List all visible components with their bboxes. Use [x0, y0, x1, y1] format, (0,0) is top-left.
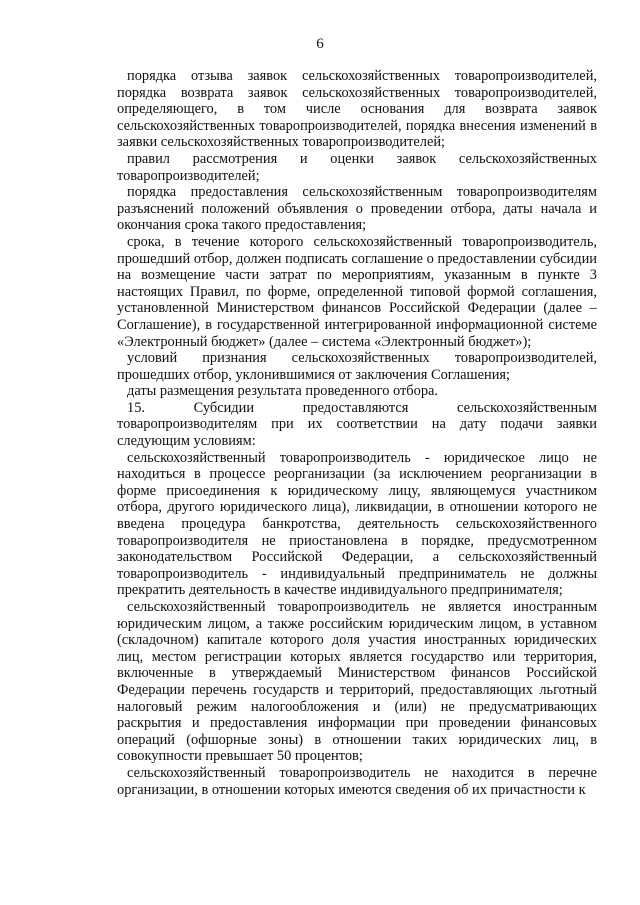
paragraph: условий признания сельскохозяйственных товаропроизводителей, прошедших отбор, уклонившимися от заключения Соглашения; — [117, 350, 597, 383]
document-body — [117, 68, 597, 798]
paragraph: сельскохозяйственный товаропроизводитель - юридическое лицо не находиться в процессе реорганизации (за исключением реорганизации в форме присоединения к юридическому лицу, являющемуся участником отбора, другого юридического лица), ликвидации, в отношении которого не введена процедура банкротства, деятельность сельскохозяйственного товаропроизводителя не приостановлена в порядке, предусмотренном законодательством Российской Федерации, а сельскохозяйственный товаропроизводитель - индивидуальный предприниматель не должны прекратить деятельность в качестве индивидуального предпринимателя; — [117, 449, 597, 599]
paragraph: срока, в течение которого сельскохозяйственный товаропроизводитель, прошедший отбор, должен подписать соглашение о предоставлении субсидии на возмещение части затрат по мероприятиям, указанным в пункте 3 настоящих Правил, по форме, определенной типовой формой соглашения, установленной Министерством финансов Российской Федерации (далее – Соглашение), в государственной интегрированной информационной системе «Электронный бюджет» (далее – система «Электронный бюджет»); — [117, 233, 597, 350]
page-number: 6 — [316, 36, 324, 52]
paragraph: даты размещения результата проведенного отбора. — [127, 383, 438, 400]
paragraph: порядка предоставления сельскохозяйственным товаропроизводителям разъяснений положений объявления о проведении отбора, даты начала и окончания срока такого предоставления; — [117, 184, 597, 234]
paragraph: сельскохозяйственный товаропроизводитель не является иностранным юридическим лицом, а также российским юридическим лицом, в уставном (складочном) капитале которого доля участия иностранных юридических лиц, местом регистрации которых является государство или территория, включенные в утверждаемый Министерством финансов Российской Федерации перечень государств и территорий, предоставляющих льготный налоговый режим налогообложения и (или) не предусматривающих раскрытия и предоставления информации при проведении финансовых операций (офшорные зоны) в отношении таких юридических лиц, в совокупности превышает 50 процентов; — [117, 599, 597, 765]
paragraph: сельскохозяйственный товаропроизводитель не находится в перечне организации, в отношении которых имеются сведения об их причастности к — [117, 764, 597, 798]
paragraph: порядка отзыва заявок сельскохозяйственных товаропроизводителей, порядка возврата заявок сельскохозяйственных товаропроизводителей, определяющего, в том числе основания для возврата заявок сельскохозяйственных товаропроизводителей, порядка внесения изменений в заявки сельскохозяйственных товаропроизводителей; — [117, 68, 597, 151]
paragraph: 15. Субсидии предоставляются сельскохозяйственным товаропроизводителям при их соответствии на дату подачи заявки следующим условиям: — [117, 399, 597, 450]
paragraph: правил рассмотрения и оценки заявок сельскохозяйственных товаропроизводителей; — [117, 150, 597, 184]
